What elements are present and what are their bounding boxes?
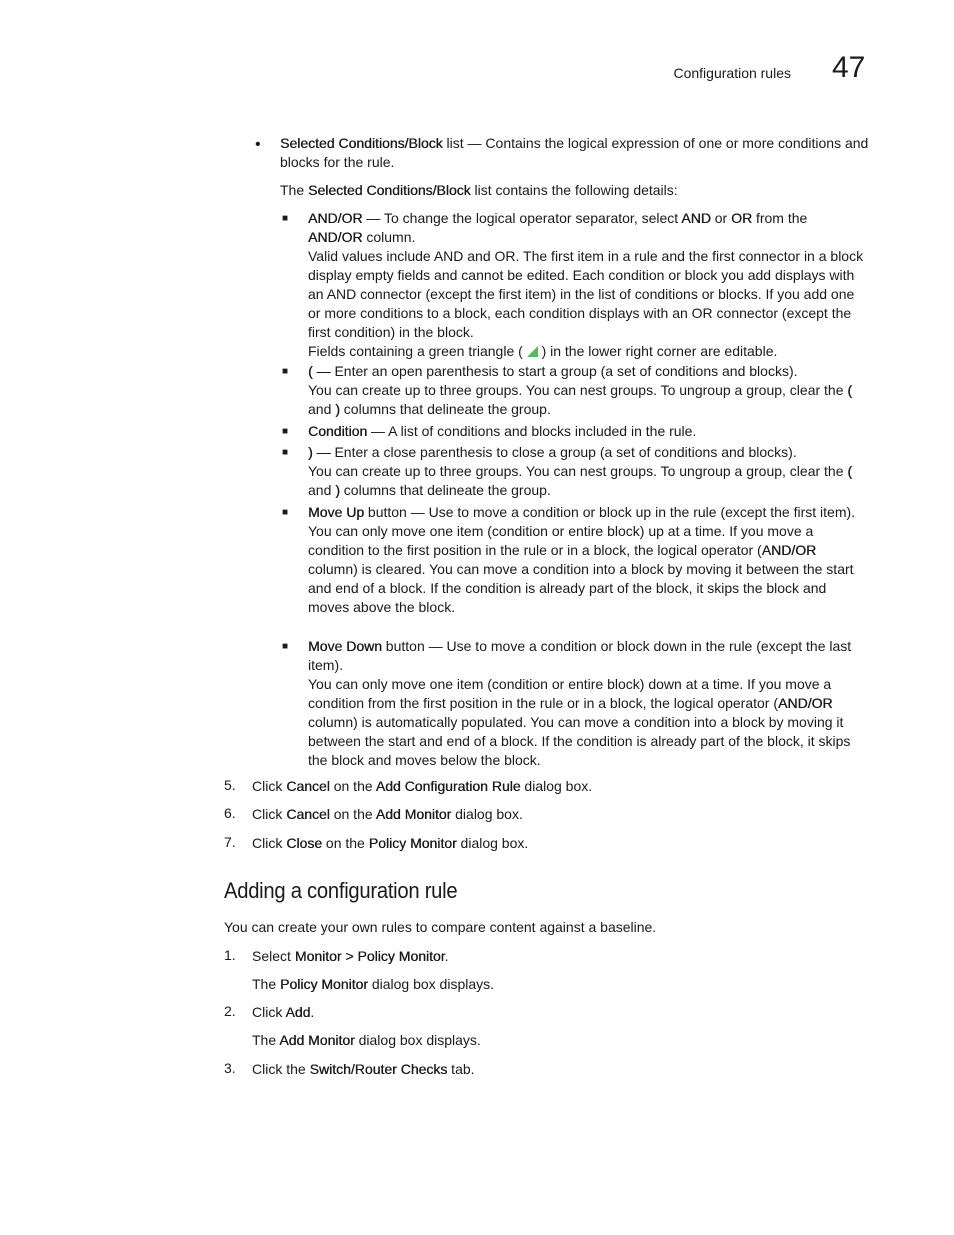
green-triangle-icon [527,346,538,357]
section-intro: You can create your own rules to compare content against a baseline. [224,919,657,935]
running-header: Configuration rules [673,65,791,81]
step-number: 6. [224,805,236,821]
bullet-dot: • [255,136,261,153]
square-bullet: ■ [282,507,289,518]
square-bullet: ■ [282,213,289,224]
step-text: Select Monitor > Policy Monitor. [252,948,449,964]
step-number: 2. [224,1003,236,1019]
item-and-or: AND/OR — To change the logical operator separator, select AND or OR from the AND/OR column. Valid values include AND and OR. The first item in a rule and the first connector in a block display empty fields and cannot be edited. Each condition or block you add displays with an AND connector (except the first item) in the list of conditions or blocks. If you add one or more conditions to a block, each condition displays with an OR connector (except the first condition) in the block. Fields containing a green triangle ( ) in the lower right corner are editable. [308,210,864,359]
item-open-paren: ( — Enter an open parenthesis to start a group (a set of conditions and blocks). You can create up to three groups. You can nest groups. To ungroup a group, clear the ( and ) columns that delineate the group. [308,363,853,417]
chapter-number: 47 [832,51,866,84]
step-number: 1. [224,947,236,963]
step-text: Click Cancel on the Add Configuration Rule dialog box. [252,778,593,794]
step-text: Click Add. [252,1004,315,1020]
step-number: 5. [224,777,236,793]
square-bullet: ■ [282,447,289,458]
item-close-paren: ) — Enter a close parenthesis to close a group (a set of conditions and blocks). You can create up to three groups. You can nest groups. To ungroup a group, clear the ( and ) columns that delineate the group. [308,444,853,498]
square-bullet: ■ [282,641,289,652]
step-number: 7. [224,834,236,850]
square-bullet: ■ [282,426,289,437]
step-result: The Add Monitor dialog box displays. [252,1032,481,1048]
selected-conditions-intro: The Selected Conditions/Block list contains the following details: [280,182,678,198]
item-move-down: Move Down button — Use to move a condition or block down in the rule (except the last item). You can only move one item (condition or entire block) down at a time. If you move a condition from the first position in the rule or in a block, the logical operator (AND/OR column) is automatically populated. You can move a condition into a block by moving it between the start and end of a block. If the condition is already part of the block, it skips the block and moves below the block. [308,638,852,768]
section-heading: Adding a configuration rule [224,878,458,903]
step-text: Click Cancel on the Add Monitor dialog box. [252,806,523,822]
step-result: The Policy Monitor dialog box displays. [252,976,495,992]
square-bullet: ■ [282,366,289,377]
item-move-up: Move Up button — Use to move a condition or block up in the rule (except the first item). You can only move one item (condition or entire block) up at a time. If you move a condition to the first position in the rule or in a block, the logical operator (AND/OR column) is cleared. You can move a condition into a block by moving it between the start and end of a block. If the condition is already part of the block, it skips the block and moves above the block. [308,504,856,615]
step-number: 3. [224,1060,236,1076]
step-text: Click Close on the Policy Monitor dialog box. [252,835,529,851]
step-text: Click the Switch/Router Checks tab. [252,1061,475,1077]
selected-conditions-desc: Selected Conditions/Block list — Contains the logical expression of one or more conditions and blocks for the rule. [280,135,869,170]
item-condition: Condition — A list of conditions and blocks included in the rule. [308,423,697,439]
